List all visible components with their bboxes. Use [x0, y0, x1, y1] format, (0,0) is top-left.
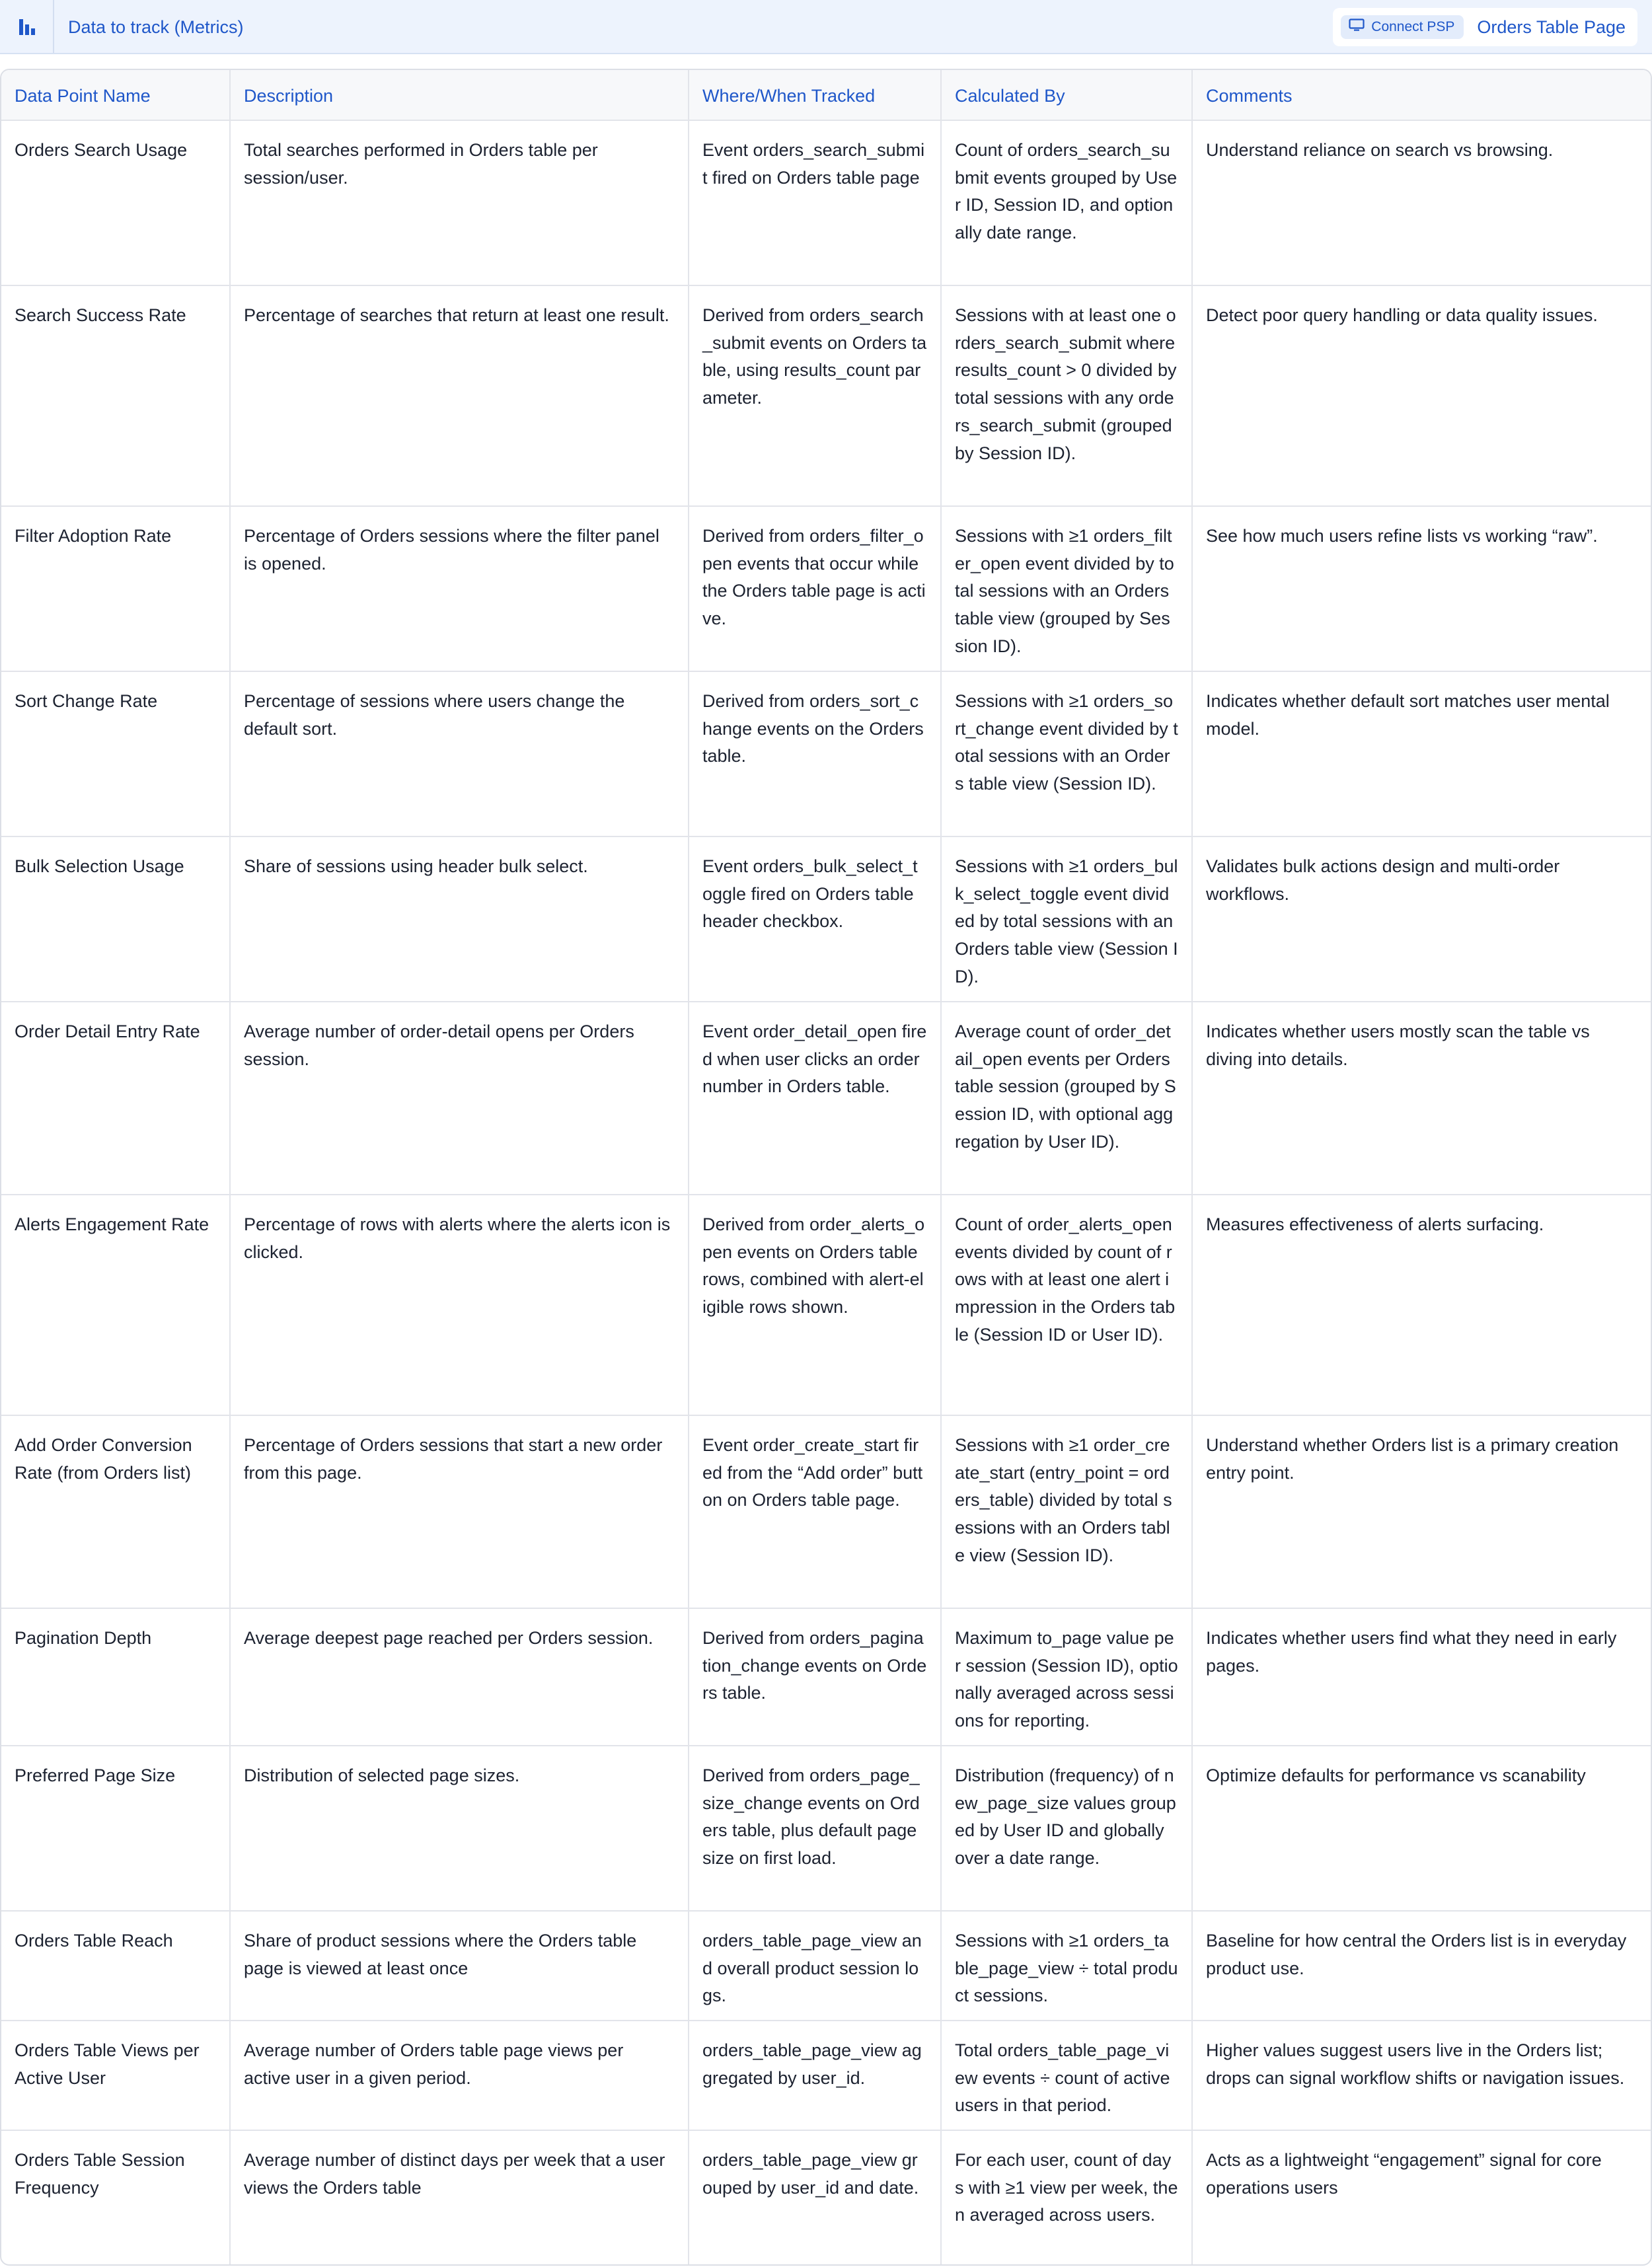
metrics-table — [1, 70, 1651, 2266]
calculated-by-cell: Sessions with ≥1 orders_filter_open event divided by total sessions with an Orders table view (grouped by Session ID). — [941, 506, 1192, 671]
comments-cell: Indicates whether default sort matches user mental model. — [1192, 671, 1651, 836]
table-row — [1, 120, 1651, 285]
calculated-by-cell: Sessions with ≥1 orders_sort_change event divided by total sessions with an Orders table view (Session ID). — [941, 671, 1192, 836]
description-cell: Share of sessions using header bulk select. — [230, 836, 689, 1002]
calculated-by-cell: Sessions with ≥1 order_create_start (entry_point = orders_table) divided by total sessions with an Orders table view (Session ID). — [941, 1415, 1192, 1608]
comments-cell: Indicates whether users find what they need in early pages. — [1192, 1608, 1651, 1746]
description-cell: Distribution of selected page sizes. — [230, 1746, 689, 1911]
data-point-name-cell: Search Success Rate — [1, 285, 230, 506]
column-header-calculated-by[interactable]: Calculated By — [941, 70, 1192, 120]
data-point-name-cell: Orders Table Session Frequency — [1, 2130, 230, 2266]
table-header-row — [1, 70, 1651, 120]
data-point-name-cell: Filter Adoption Rate — [1, 506, 230, 671]
header-actions — [1333, 8, 1637, 46]
tracked-cell: Derived from orders_search_submit events on Orders table, using results_count parameter. — [689, 285, 941, 506]
table-row — [1, 506, 1651, 671]
description-cell: Total searches performed in Orders table per session/user. — [230, 120, 689, 285]
data-point-name-cell: Bulk Selection Usage — [1, 836, 230, 1002]
header-divider — [53, 0, 54, 53]
data-point-name-cell: Orders Table Views per Active User — [1, 2021, 230, 2130]
calculated-by-cell: Distribution (frequency) of new_page_size values grouped by User ID and globally over a date range. — [941, 1746, 1192, 1911]
description-cell: Percentage of Orders sessions where the filter panel is opened. — [230, 506, 689, 671]
description-cell: Percentage of Orders sessions that start a new order from this page. — [230, 1415, 689, 1608]
data-point-name-cell: Order Detail Entry Rate — [1, 1002, 230, 1195]
comments-cell: Baseline for how central the Orders list is in everyday product use. — [1192, 1911, 1651, 2021]
top-bar — [0, 0, 1652, 54]
calculated-by-cell: Count of order_alerts_open events divided by count of rows with at least one alert impression in the Orders table (Session ID or User ID). — [941, 1195, 1192, 1415]
table-row — [1, 1911, 1651, 2021]
table-row — [1, 671, 1651, 836]
comments-cell: Detect poor query handling or data quality issues. — [1192, 285, 1651, 506]
table-row — [1, 1195, 1651, 1415]
calculated-by-cell: Total orders_table_page_view events ÷ count of active users in that period. — [941, 2021, 1192, 2130]
connect-psp-button[interactable] — [1341, 15, 1464, 39]
comments-cell: Understand reliance on search vs browsing. — [1192, 120, 1651, 285]
comments-cell: Understand whether Orders list is a primary creation entry point. — [1192, 1415, 1651, 1608]
table-row — [1, 2021, 1651, 2130]
description-cell: Average number of order-detail opens per Orders session. — [230, 1002, 689, 1195]
tracked-cell: Derived from orders_page_size_change events on Orders table, plus default page size on first load. — [689, 1746, 941, 1911]
table-row — [1, 1415, 1651, 1608]
column-header-comments[interactable]: Comments — [1192, 70, 1651, 120]
description-cell: Percentage of searches that return at least one result. — [230, 285, 689, 506]
data-point-name-cell: Alerts Engagement Rate — [1, 1195, 230, 1415]
description-cell: Average number of Orders table page views per active user in a given period. — [230, 2021, 689, 2130]
comments-cell: Optimize defaults for performance vs scanability — [1192, 1746, 1651, 1911]
tracked-cell: Event orders_search_submit fired on Orders table page — [689, 120, 941, 285]
comments-cell: Measures effectiveness of alerts surfacing. — [1192, 1195, 1651, 1415]
data-point-name-cell: Preferred Page Size — [1, 1746, 230, 1911]
data-point-name-cell: Pagination Depth — [1, 1608, 230, 1746]
tracked-cell: Derived from order_alerts_open events on Orders table rows, combined with alert-eligible rows shown. — [689, 1195, 941, 1415]
calculated-by-cell: Sessions with ≥1 orders_table_page_view ÷ total product sessions. — [941, 1911, 1192, 2021]
table-row — [1, 1746, 1651, 1911]
description-cell: Percentage of rows with alerts where the alerts icon is clicked. — [230, 1195, 689, 1415]
column-header-data-point-name[interactable]: Data Point Name — [1, 70, 230, 120]
metrics-table-container — [0, 69, 1652, 2266]
comments-cell: See how much users refine lists vs working “raw”. — [1192, 506, 1651, 671]
tracked-cell: orders_table_page_view grouped by user_id and date. — [689, 2130, 941, 2266]
table-row — [1, 2130, 1651, 2266]
table-row — [1, 285, 1651, 506]
column-header-description[interactable]: Description — [230, 70, 689, 120]
table-row — [1, 836, 1651, 1002]
comments-cell: Indicates whether users mostly scan the table vs diving into details. — [1192, 1002, 1651, 1195]
calculated-by-cell: Count of orders_search_submit events grouped by User ID, Session ID, and optionally date range. — [941, 120, 1192, 285]
description-cell: Share of product sessions where the Orders table page is viewed at least once — [230, 1911, 689, 2021]
calculated-by-cell: Average count of order_detail_open events per Orders table session (grouped by Session ID, with optional aggregation by User ID). — [941, 1002, 1192, 1195]
comments-cell: Validates bulk actions design and multi-order workflows. — [1192, 836, 1651, 1002]
tracked-cell: orders_table_page_view aggregated by user_id. — [689, 2021, 941, 2130]
monitor-icon — [1349, 19, 1371, 36]
calculated-by-cell: For each user, count of days with ≥1 view per week, then averaged across users. — [941, 2130, 1192, 2266]
comments-cell: Higher values suggest users live in the Orders list; drops can signal workflow shifts or navigation issues. — [1192, 2021, 1651, 2130]
tracked-cell: Derived from orders_pagination_change events on Orders table. — [689, 1608, 941, 1746]
bar-chart-icon — [17, 17, 37, 37]
tracked-cell: orders_table_page_view and overall product session logs. — [689, 1911, 941, 2021]
calculated-by-cell: Maximum to_page value per session (Session ID), optionally averaged across sessions for reporting. — [941, 1608, 1192, 1746]
page-title: Data to track (Metrics) — [68, 17, 244, 37]
description-cell: Percentage of sessions where users change the default sort. — [230, 671, 689, 836]
data-point-name-cell: Sort Change Rate — [1, 671, 230, 836]
calculated-by-cell: Sessions with ≥1 orders_bulk_select_toggle event divided by total sessions with an Orders table view (Session ID). — [941, 836, 1192, 1002]
tracked-cell: Event order_detail_open fired when user clicks an order number in Orders table. — [689, 1002, 941, 1195]
data-point-name-cell: Orders Table Reach — [1, 1911, 230, 2021]
connect-psp-label: Connect PSP — [1371, 19, 1455, 34]
tracked-cell: Derived from orders_sort_change events on the Orders table. — [689, 671, 941, 836]
tracked-cell: Derived from orders_filter_open events that occur while the Orders table page is active. — [689, 506, 941, 671]
data-point-name-cell: Add Order Conversion Rate (from Orders list) — [1, 1415, 230, 1608]
description-cell: Average deepest page reached per Orders session. — [230, 1608, 689, 1746]
tracked-cell: Event orders_bulk_select_toggle fired on Orders table header checkbox. — [689, 836, 941, 1002]
description-cell: Average number of distinct days per week that a user views the Orders table — [230, 2130, 689, 2266]
column-header-where-when-tracked[interactable]: Where/When Tracked — [689, 70, 941, 120]
data-point-name-cell: Orders Search Usage — [1, 120, 230, 285]
orders-table-page-link[interactable]: Orders Table Page — [1477, 17, 1626, 37]
table-row — [1, 1608, 1651, 1746]
tracked-cell: Event order_create_start fired from the “Add order” button on Orders table page. — [689, 1415, 941, 1608]
comments-cell: Acts as a lightweight “engagement” signal for core operations users — [1206, 2150, 1602, 2198]
table-row — [1, 1002, 1651, 1195]
calculated-by-cell: Sessions with at least one orders_search_submit where results_count > 0 divided by total sessions with any orders_search_submit (grouped by Session ID). — [941, 285, 1192, 506]
